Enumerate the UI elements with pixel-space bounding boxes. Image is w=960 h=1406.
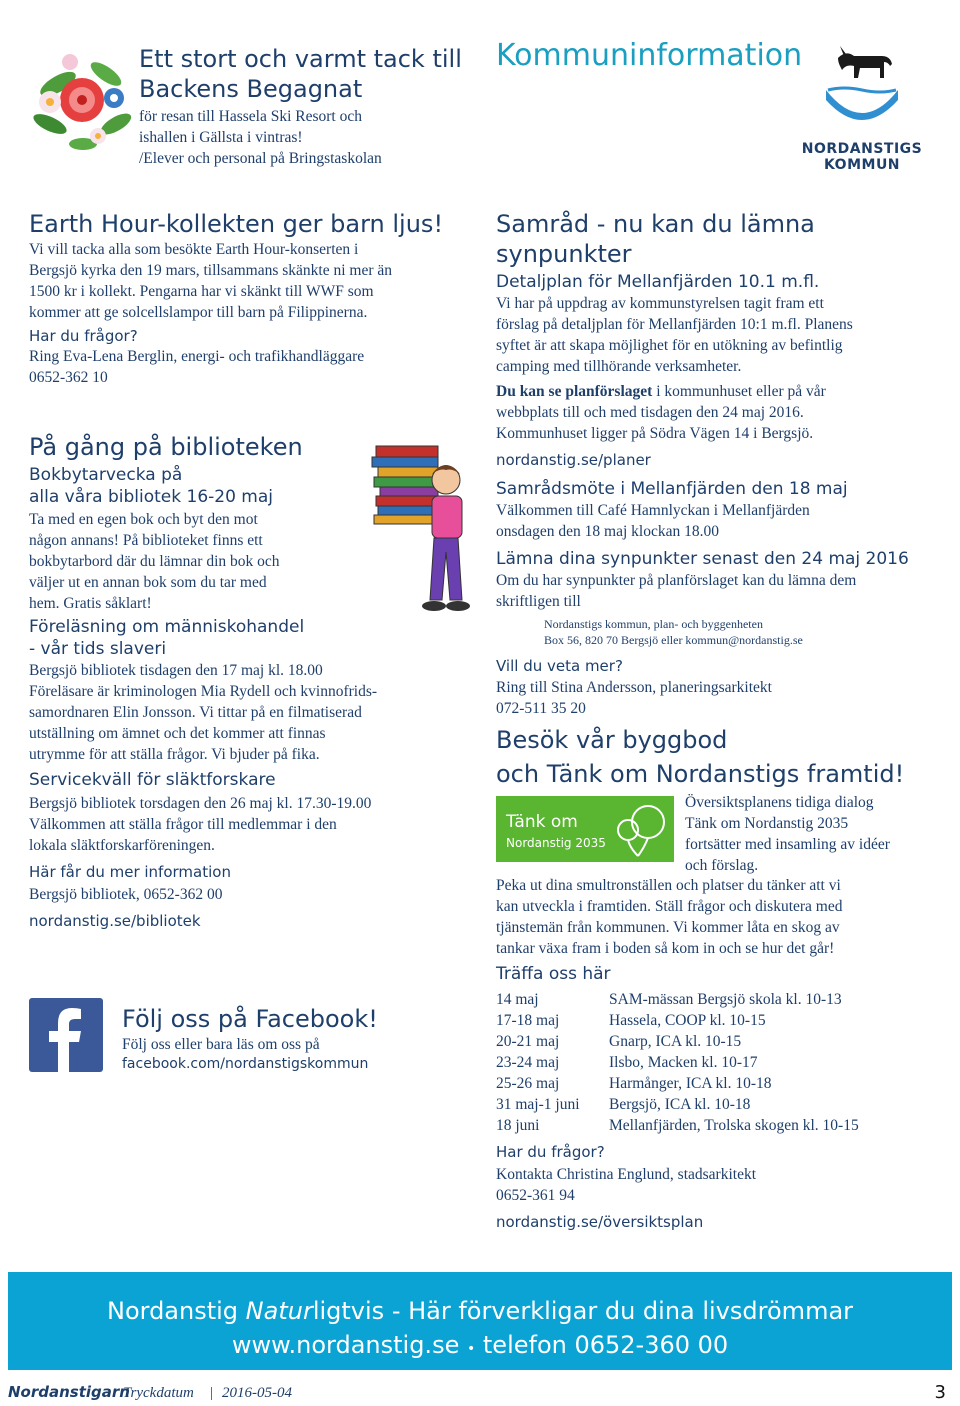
print-label: Tryckdatum [123,1385,194,1401]
samrad-line1: Vi har på uppdrag av kommunstyrelsen tagit fram ett [496,295,824,312]
meeting-line1: Välkommen till Café Hamnlyckan i Mellanfjärden [496,502,810,519]
lecture-line3: samordnaren Elin Jonsson. Vi tittar på en filmatiserad [29,704,362,721]
byggbod-body-line1: Peka ut dina smultronställen och platser du tänker att vi [496,877,841,894]
logo-text-line1: NORDANSTIGS [801,141,923,157]
thanks-block [139,44,479,169]
schedule-place: Bergsjö, ICA kl. 10-18 [609,1096,751,1113]
earth-hour-question: Har du frågor? [29,327,138,345]
earth-hour-section [29,209,479,388]
schedule-list [496,989,946,1136]
schedule-date: 31 maj-1 juni [496,1096,580,1113]
schedule-row [496,1073,946,1094]
schedule-place: SAM-mässan Bergsjö skola kl. 10-13 [609,991,842,1008]
samrad-plan-bold: Du kan se planförslaget [496,383,653,400]
samrad-line2: förslag på detaljplan för Mellanfjärden 10:1 m.fl. Planens [496,316,853,333]
byggbod-body [496,875,946,1232]
header-title: Kommuninformation [496,38,803,73]
byggbod-question-line2: 0652-361 94 [496,1187,575,1204]
library-line4: väljer ut en annan bok som du tar med [29,574,267,591]
badge-line2: Nordanstig 2035 [506,836,606,850]
boy-with-books-illustration [360,440,472,630]
facebook-icon[interactable] [29,998,103,1072]
print-date: 2016-05-04 [222,1385,292,1401]
schedule-date: 17-18 maj [496,1012,560,1029]
schedule-place: Ilsbo, Macken kl. 10-17 [609,1054,758,1071]
samrad-line4: camping med tillhörande verksamheter. [496,358,742,375]
lecture-title1: Föreläsning om människohandel [29,617,305,637]
schedule-row [496,1115,946,1136]
deadline-line1: Om du har synpunkter på planförslaget kan du lämna dem [496,572,857,589]
library-link[interactable]: nordanstig.se/bibliotek [29,912,201,930]
lecture-line5: utrymme för att ställa frågor. Vi bjuder på fika. [29,746,320,763]
schedule-date: 23-24 maj [496,1054,560,1071]
schedule-row [496,1010,946,1031]
info-line1: Bergsjö bibliotek, 0652-362 00 [29,886,223,903]
leaf-balloon-icon [608,800,670,858]
slogan-part1: Nordanstig [106,1297,246,1325]
schedule-row [496,1031,946,1052]
byggbod-section [496,725,936,789]
service-line3: lokala släktforskarföreningen. [29,837,215,854]
service-line2: Välkommen att ställa frågor till medlemmar i den [29,816,337,833]
samrad-plan-line2: webbplats till och med tisdagen den 24 maj 2016. [496,404,804,421]
municipality-logo [800,40,924,180]
lecture-line2: Föreläsare är kriminologen Mia Rydell och kvinnofrids- [29,683,378,700]
earth-hour-title: Earth Hour-kollekten ger barn ljus! [29,210,444,238]
oversiktsplan-link[interactable]: nordanstig.se/översiktsplan [496,1213,704,1231]
footer-phone: telefon 0652-360 00 [482,1331,729,1359]
byggbod-intro-line1: Översiktsplanens tidiga dialog [685,794,874,811]
thanks-line3: /Elever och personal på Bringstaskolan [139,150,382,167]
byggbod-body-line2: kan utveckla i framtiden. Ställ frågor och diskutera med [496,898,843,915]
samrad-plan-line [496,381,936,402]
info-title: Här får du mer information [29,863,231,881]
byggbod-question-title: Har du frågor? [496,1143,605,1161]
byggbod-body-line4: tankar växa fram i boden så kom in och se hur det går! [496,940,835,957]
schedule-place: Hassela, COOP kl. 10-15 [609,1012,766,1029]
footer-contact [8,1330,952,1364]
meeting-line2: onsdagen den 18 maj klockan 18.00 [496,523,719,540]
service-title: Servicekväll för släktforskare [29,770,276,790]
footer-separator-dot: • [466,1341,476,1357]
schedule-row [496,989,946,1010]
library-subtitle1: Bokbytarvecka på [29,465,183,485]
service-line1: Bergsjö bibliotek torsdagen den 26 maj kl. 17.30-19.00 [29,795,372,812]
address-line1: Nordanstigs kommun, plan- och byggenheten [544,617,763,631]
flower-illustration [28,44,136,156]
schedule-date: 25-26 maj [496,1075,560,1092]
more-line2: 072-511 35 20 [496,700,586,717]
thanks-title-line1: Ett stort och varmt tack till [139,45,462,73]
library-subtitle2: alla våra bibliotek 16-20 maj [29,487,274,507]
byggbod-title2: och Tänk om Nordanstigs framtid! [496,760,905,788]
planer-link[interactable]: nordanstig.se/planer [496,451,651,469]
print-separator: | [210,1385,214,1401]
logo-text-line2: KOMMUN [823,157,901,173]
schedule-date: 20-21 maj [496,1033,560,1050]
meeting-title: Samrådsmöte i Mellanfjärden den 18 maj [496,479,848,499]
schedule-date: 14 maj [496,991,539,1008]
slogan-part2: Natur [245,1297,313,1325]
bottom-bar [8,1382,952,1404]
byggbod-question-line1: Kontakta Christina Englund, stadsarkitekt [496,1166,757,1183]
badge-line1: Tänk om [506,812,578,832]
meet-title: Träffa oss här [496,964,611,984]
facebook-line1: Följ oss eller bara läs om oss på [122,1036,320,1053]
byggbod-intro [685,792,945,876]
page-number: 3 [934,1382,946,1403]
facebook-link[interactable]: facebook.com/nordanstigskommun [122,1056,369,1072]
earth-hour-contact: Ring Eva-Lena Berglin, energi- och trafikhandläggare [29,348,365,365]
thanks-line2: ishallen i Gällsta i vintras! [139,129,303,146]
samrad-section [496,209,936,719]
slogan-part3: ligtvis - Här förverkligar du dina livsdrömmar [312,1297,854,1325]
schedule-row [496,1094,946,1115]
earth-hour-line1: Vi vill tacka alla som besökte Earth Hour-konserten i [29,241,359,258]
library-title: På gång på biblioteken [29,433,303,461]
horse-shield-icon [800,40,924,136]
earth-hour-line4: kommer att ge solcellslampor till barn på Filippinerna. [29,304,368,321]
footer-web-link[interactable]: www.nordanstig.se [231,1331,460,1359]
library-line1: Ta med en egen bok och byt den mot [29,511,258,528]
facebook-block [122,1004,462,1073]
byggbod-intro-line2: Tänk om Nordanstig 2035 [685,815,849,832]
schedule-date: 18 juni [496,1117,540,1134]
samrad-plan-rest: i kommunhuset eller på vår [652,383,826,400]
address-line2: Box 56, 820 70 Bergsjö eller kommun@nordanstig.se [544,633,803,647]
deadline-title: Lämna dina synpunkter senast den 24 maj 2016 [496,549,909,569]
lecture-line1: Bergsjö bibliotek tisdagen den 17 maj kl. 18.00 [29,662,323,679]
samrad-line3: syftet är att skapa möjlighet för en utökning av befintlig [496,337,843,354]
footer-band [8,1272,952,1370]
earth-hour-line3: 1500 kr i kollekt. Pengarna har vi skänkt till WWF som [29,283,374,300]
more-title: Vill du veta mer? [496,657,623,675]
footer-slogan [8,1296,952,1326]
samrad-plan-line3: Kommunhuset ligger på Södra Vägen 14 i Bergsjö. [496,425,814,442]
schedule-place: Harmånger, ICA kl. 10-18 [609,1075,772,1092]
schedule-place: Mellanfjärden, Trolska skogen kl. 10-15 [609,1117,859,1134]
lecture-line4: utställning om ämnet och det kommer att finnas [29,725,326,742]
samrad-subtitle: Detaljplan för Mellanfjärden 10.1 m.fl. [496,272,820,292]
library-line3: bokbytarbord där du lämnar din bok och [29,553,280,570]
tank-om-badge [496,796,674,862]
byggbod-title1: Besök vår byggbod [496,726,728,754]
brand-logo: Nordanstigarn [8,1383,130,1401]
deadline-line2: skriftligen till [496,593,581,610]
facebook-f-icon [29,998,103,1072]
thanks-title-line2: Backens Begagnat [139,75,363,103]
schedule-row [496,1052,946,1073]
library-line2: någon annans! På biblioteket finns ett [29,532,263,549]
facebook-title: Följ oss på Facebook! [122,1005,378,1033]
earth-hour-line2: Bergsjö kyrka den 19 mars, tillsammans skänkte ni mer än [29,262,393,279]
more-line1: Ring till Stina Andersson, planeringsarkitekt [496,679,772,696]
lecture-title2: - vår tids slaveri [29,639,167,659]
earth-hour-phone: 0652-362 10 [29,369,108,386]
thanks-line1: för resan till Hassela Ski Resort och [139,108,362,125]
schedule-place: Gnarp, ICA kl. 10-15 [609,1033,742,1050]
byggbod-body-line3: tjänstemän från kommunen. Vi kommer låta en skog av [496,919,840,936]
samrad-title: Samråd - nu kan du lämna synpunkter [496,210,815,268]
byggbod-intro-line3: fortsätter med insamling av idéer [685,836,890,853]
byggbod-intro-line4: och förslag. [685,857,759,874]
library-line5: hem. Gratis såklart! [29,595,152,612]
